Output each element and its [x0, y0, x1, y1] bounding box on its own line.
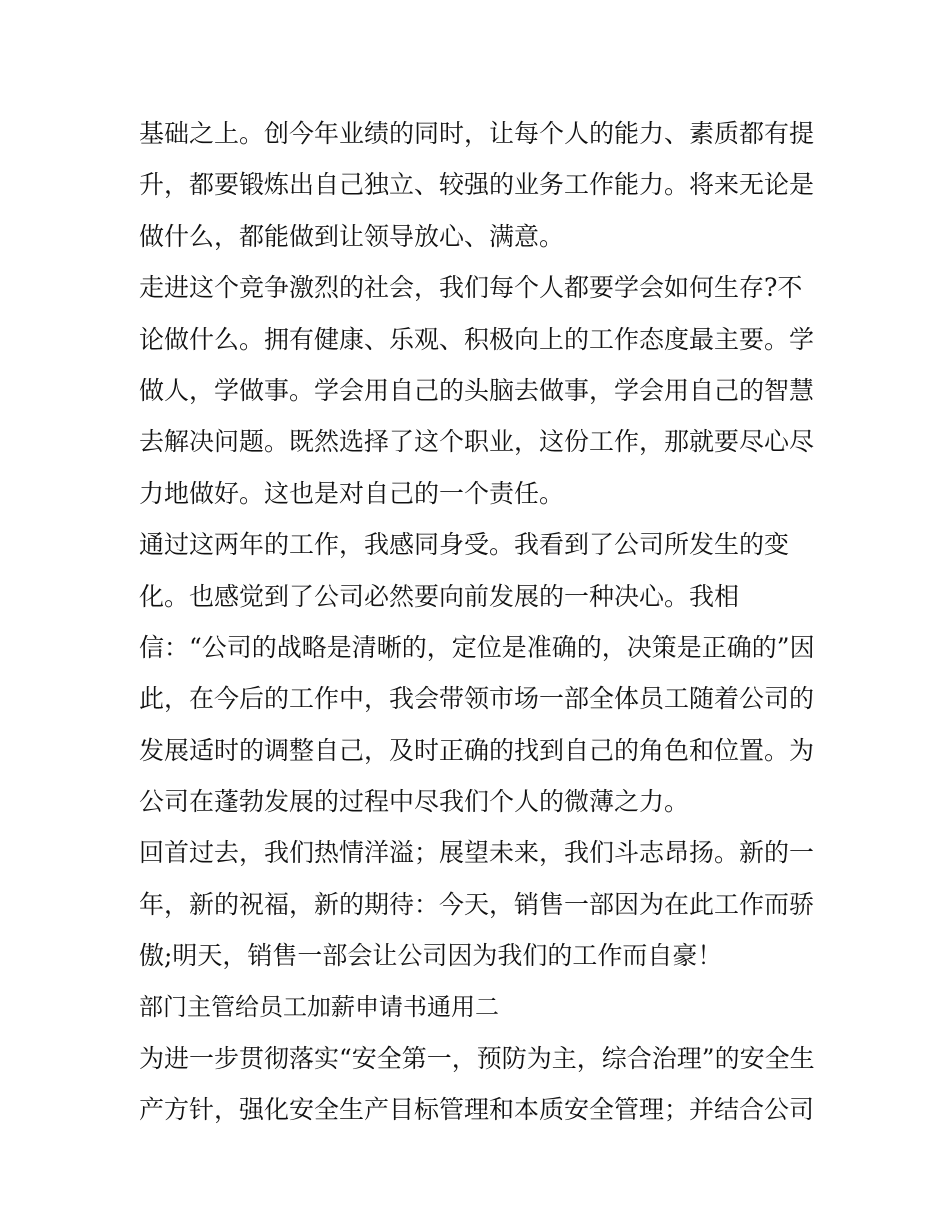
text-line: 年，新的祝福，新的期待：今天，销售一部因为在此工作而骄 — [139, 889, 815, 919]
text-line: 通过这两年的工作，我感同身受。我看到了公司所发生的变 — [139, 530, 790, 560]
text-line: 信：“公司的战略是清晰的，定位是准确的，决策是正确的”因 — [139, 632, 815, 662]
text-line: 基础之上。创今年业绩的同时，让每个人的能力、素质都有提 — [139, 119, 815, 148]
text-line: 升，都要锻炼出自己独立、较强的业务工作能力。将来无论是 — [139, 170, 815, 200]
text-line: 产方针，强化安全生产目标管理和本质安全管理；并结合公司 — [139, 1095, 815, 1125]
text-line: 傲;明天，销售一部会让公司因为我们的工作而自豪！ — [139, 941, 723, 971]
text-line: 公司在蓬勃发展的过程中尽我们个人的微薄之力。 — [139, 787, 690, 817]
text-line: 力地做好。这也是对自己的一个责任。 — [139, 478, 565, 508]
text-line: 走进这个竞争激烈的社会，我们每个人都要学会如何生存?不 — [139, 273, 803, 303]
text-line: 为进一步贯彻落实“安全第一，预防为主，综合治理”的安全生 — [139, 1044, 815, 1074]
text-line: 去解决问题。既然选择了这个职业，这份工作，那就要尽心尽 — [139, 427, 815, 457]
text-line: 化。也感觉到了公司必然要向前发展的一种决心。我相 — [139, 581, 740, 611]
text-line: 做什么，都能做到让领导放心、满意。 — [139, 221, 565, 251]
text-line: 论做什么。拥有健康、乐观、积极向上的工作态度最主要。学 — [139, 324, 815, 354]
text-line: 此，在今后的工作中，我会带领市场一部全体员工随着公司的 — [139, 684, 815, 714]
section-heading: 部门主管给员工加薪申请书通用二 — [139, 992, 499, 1021]
text-line: 发展适时的调整自己，及时正确的找到自己的角色和位置。为 — [139, 735, 815, 765]
text-line: 做人，学做事。学会用自己的头脑去做事，学会用自己的智慧 — [139, 375, 815, 405]
text-line: 回首过去，我们热情洋溢；展望未来，我们斗志昂扬。新的一 — [139, 838, 815, 868]
document-body — [139, 108, 819, 1136]
